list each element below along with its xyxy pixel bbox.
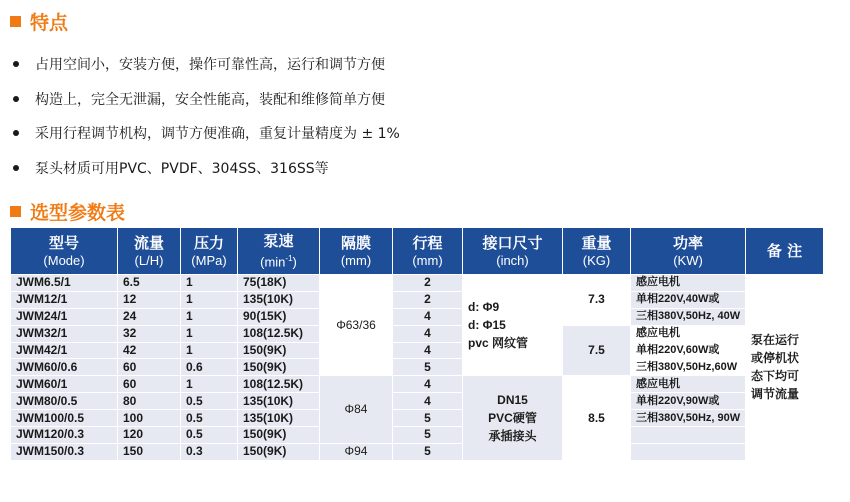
table-row: JWM120/0.3 120 0.5 150(9K) 5 xyxy=(11,427,824,444)
weight-group-1: 7.3 xyxy=(563,275,631,326)
col-remark: 备 注 xyxy=(746,228,824,275)
section-marker-icon xyxy=(10,16,21,27)
diaphragm-group-3: Φ94 xyxy=(320,443,393,459)
features-header xyxy=(10,8,68,35)
table-row: JWM80/0.5 80 0.5 135(10K) 4 单相220V,90W或 xyxy=(11,393,824,410)
port-group-1: d: Φ9 d: Φ15 pvc 网纹管 xyxy=(463,275,563,376)
col-pressure: 压力 (MPa) xyxy=(181,228,238,275)
bullet-icon xyxy=(13,96,19,102)
bullet-icon xyxy=(13,61,19,67)
feature-item: 泵头材质可用PVC、PVDF、304SS、316SS等 xyxy=(10,151,400,186)
table-row: JWM100/0.5 100 0.5 135(10K) 5 三相380V,50Hz, 90W xyxy=(11,410,824,427)
table-row: JWM24/1 24 1 90(15K) 4 三相380V,50Hz, 40W xyxy=(11,308,824,325)
table-header-row xyxy=(11,228,824,275)
weight-group-2: 7.5 xyxy=(563,325,631,376)
col-speed: 泵速 $(\min^{-1})$ xyxy=(238,228,320,275)
weight-group-3: 8.5 xyxy=(563,376,631,460)
feature-item: 占用空间小，安装方便，操作可靠性高，运行和调节方便 xyxy=(10,47,400,82)
col-weight: 重量 (KG) xyxy=(563,228,631,275)
table-row: JWM60/0.6 60 0.6 150(9K) 5 三相380V,50Hz,60W xyxy=(11,359,824,376)
diaphragm-group-2: Φ84 xyxy=(320,376,393,444)
col-stroke: 行程 (mm) xyxy=(393,228,463,275)
table-row: JWM6.5/1 6.5 1 75(18K) Φ63/36 2 d: Φ9 d: Φ15 pvc 网纹管 7.3 感应电机 泵在运行 或停机状 态下均可 调节流量 xyxy=(11,275,824,292)
port-group-2: DN15 PVC硬管 承插接头 xyxy=(463,376,563,460)
table-row: JWM60/1 60 1 108(12.5K) Φ84 4 DN15 PVC硬管 承插接头 8.5 感应电机 xyxy=(11,376,824,393)
col-power: 功率 (KW) xyxy=(631,228,746,275)
table-row: JWM32/1 32 1 108(12.5K) 4 7.5 感应电机 xyxy=(11,325,824,342)
features-title: 特点 xyxy=(30,12,69,34)
table-row: JWM150/0.3 150 0.3 150(9K) Φ94 5 xyxy=(11,443,824,459)
bullet-icon xyxy=(13,130,19,136)
feature-item: 构造上，完全无泄漏，安全性能高，装配和维修简单方便 xyxy=(10,82,400,117)
section-marker-icon xyxy=(10,206,21,217)
feature-item: 采用行程调节机构，调节方便准确，重复计量精度为 ± 1% xyxy=(10,116,400,151)
table-row: JWM12/1 12 1 135(10K) 2 单相220V,40W或 xyxy=(11,291,824,308)
col-flow: 流量 (L/H) xyxy=(118,228,181,275)
remark-cell: 泵在运行 或停机状 态下均可 调节流量 xyxy=(746,275,824,460)
diaphragm-group-1: Φ63/36 xyxy=(320,275,393,376)
features-list xyxy=(10,47,400,185)
table-header xyxy=(10,198,125,225)
bullet-icon xyxy=(13,165,19,171)
col-diaphragm: 隔膜 (mm) xyxy=(320,228,393,275)
table-title: 选型参数表 xyxy=(30,202,126,224)
col-port: 接口尺寸 (inch) xyxy=(463,228,563,275)
table-row: JWM42/1 42 1 150(9K) 4 单相220V,60W或 xyxy=(11,342,824,359)
col-model: 型号 (Mode) xyxy=(11,228,118,275)
spec-table xyxy=(10,228,824,460)
